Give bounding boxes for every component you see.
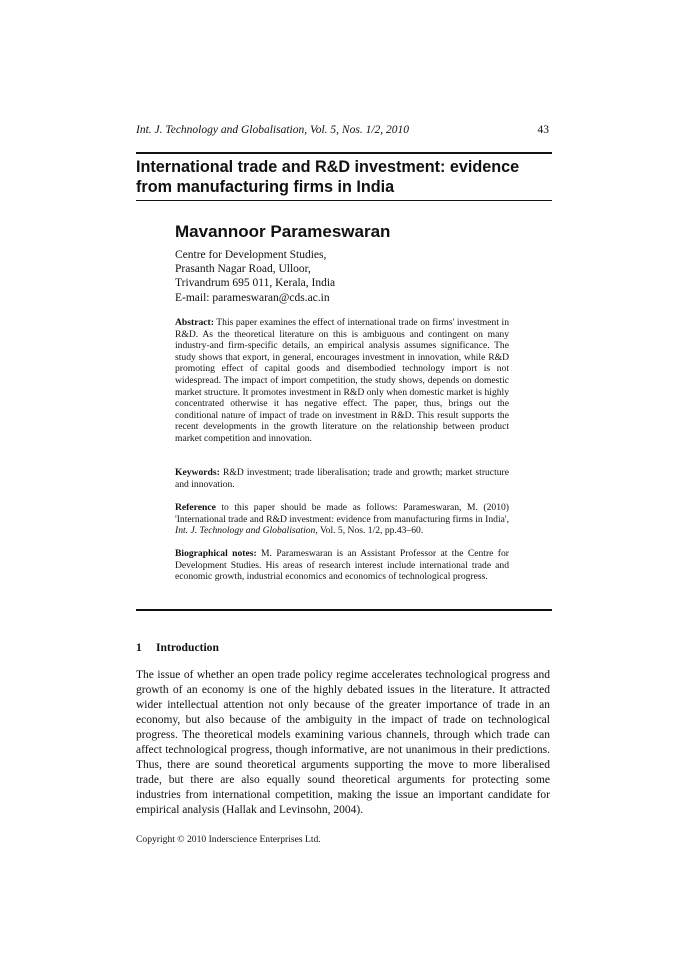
author-affiliation <box>175 248 335 305</box>
affiliation-email: E-mail: parameswaran@cds.ac.in <box>175 291 330 304</box>
reference-label: Reference <box>175 502 216 513</box>
affiliation-line: Prasanth Nagar Road, Ulloor, <box>175 263 311 276</box>
journal-citation: Int. J. Technology and Globalisation, Vol. 5, Nos. 1/2, 2010 <box>136 124 410 136</box>
reference-note <box>175 502 509 537</box>
affiliation-line: Trivandrum 695 011, Kerala, India <box>175 277 336 290</box>
affiliation-line: Centre for Development Studies, <box>175 249 327 261</box>
keywords <box>175 467 509 490</box>
abstract <box>175 317 509 445</box>
article-title: International trade and R&D investment: evidence from manufacturing firms in India <box>136 158 520 196</box>
introduction-paragraph: The issue of whether an open trade policy regime accelerates technological progress and growth of an economy is one of the highly debated issues in the literature. It attracted wider intellectual attention not only because of the greater importance of trade in an economy, but also because of the ambiguity in the impact of trade on technological progress. The theoretical models examining various channels, through which trade can affect technological progress, though informative, are not unanimous in their predictions. Thus, there are sound theoretical arguments supporting the move to more liberalised trade, but there are also equally sound theoretical arguments for protecting some industries from international competition, making the issue an important candidate for empirical analysis (Hallak and Levinsohn, 2004). <box>136 669 550 816</box>
section-title: Introduction <box>156 641 219 654</box>
reference-volume: , Vol. 5, Nos. 1/2, pp.43–60. <box>315 525 424 537</box>
abstract-label: Abstract: <box>175 317 214 328</box>
section-number: 1 <box>136 641 142 654</box>
page-number: 43 <box>537 124 549 136</box>
section-heading <box>136 641 219 654</box>
reference-journal: Int. J. Technology and Globalisation <box>175 525 316 537</box>
abstract-text: This paper examines the effect of international trade on firms' investment in R&D. As the theoretical literature on this is ambiguous and contingent on many industry-and firm-specific details, an empirical analysis assumes significance. The study shows that export, in general, encourages investment in innovation, while R&D promoting effect of capital goods and disembodied technology import is not widespread. The impact of import competition, the study shows, depends on domestic market structure. It promotes investment in R&D only when domestic market is highly concentrated otherwise it has negative effect. The paper, thus, brings out the conditional nature of impact of trade on investment in R&D. This result supports the recent developments in the growth literature on the relationship between product market competition and innovation. <box>175 317 509 444</box>
title-bottom-rule <box>136 200 552 201</box>
copyright-notice: Copyright © 2010 Inderscience Enterprises Ltd. <box>136 834 321 845</box>
abstract-bottom-rule <box>136 609 552 611</box>
biographical-notes <box>175 548 509 583</box>
keywords-label: Keywords: <box>175 467 220 478</box>
reference-text: to this paper should be made as follows: Parameswaran, M. (2010) 'International trade and R&D investment: evidence from manufacturing firms in India', <box>175 502 509 525</box>
title-top-rule <box>136 152 552 154</box>
running-header <box>136 124 549 136</box>
bio-text: M. Parameswaran is an Assistant Professor at the Centre for Development Studies. His areas of research interest include international trade and economic growth, industrial economics and economics of technological progress. <box>175 548 509 583</box>
author-name: Mavannoor Parameswaran <box>175 222 391 241</box>
bio-label: Biographical notes: <box>175 548 257 559</box>
keywords-text: R&D investment; trade liberalisation; trade and growth; market structure and innovation. <box>175 467 509 490</box>
